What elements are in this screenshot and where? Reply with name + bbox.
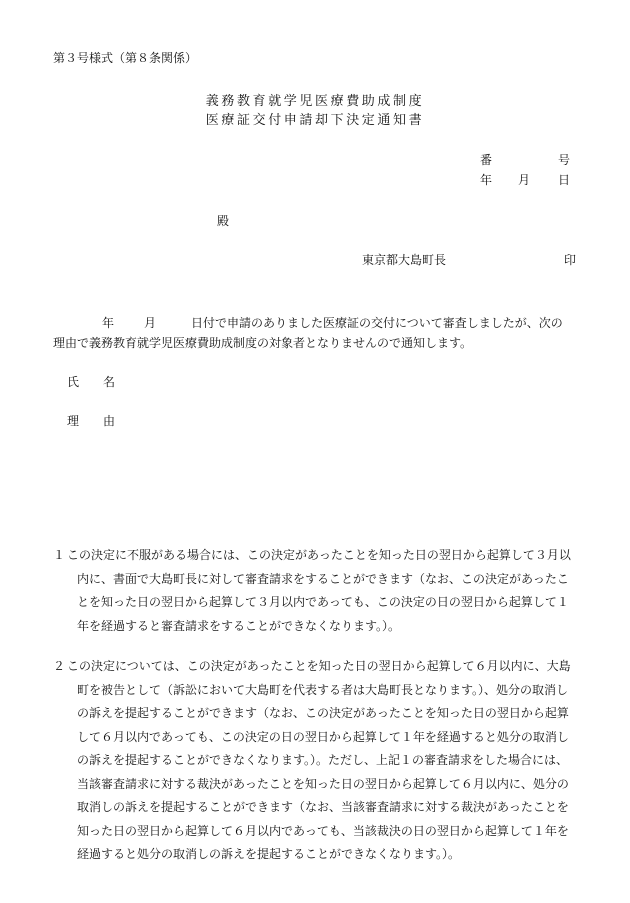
date-day-label: 日 <box>558 173 571 187</box>
note-text: この決定に不服がある場合には、この決定があったことを知った日の翌日から起算して３月以内に、書面で大島町長に対して審査請求をすることができます（なお、この決定があったことを知った日の翌日から起算して３月以内であっても、この決定の日の翌日から起算して１年を経過すると審査請求をすることができなくなります。）。 <box>67 548 571 633</box>
form-label: 第３号様式（第８条関係） <box>53 51 198 65</box>
notice-year-label: 年 <box>102 316 115 330</box>
reason-label-char-2: 由 <box>103 414 116 428</box>
note-number: １ <box>53 548 66 562</box>
document-title-line-1: 義務教育就学児医療費助成制度 <box>205 94 425 109</box>
notice-day-text: 日付で申請のありました医療証の交付について審査しましたが、次の <box>191 316 563 330</box>
reason-field-label <box>67 415 115 427</box>
number-suffix: 号 <box>558 153 571 167</box>
note-item-2 <box>53 655 579 867</box>
notice-month-label: 月 <box>144 316 157 330</box>
name-label-char-2: 名 <box>103 375 116 389</box>
notice-line-1 <box>53 313 583 333</box>
recipient-honorific: 殿 <box>217 214 230 228</box>
reason-label-char-1: 理 <box>67 414 80 428</box>
sender-name: 東京都大島町長 <box>362 253 447 267</box>
date-month-label: 月 <box>518 173 531 187</box>
notice-line-2: 理由で義務教育就学児医療費助成制度の対象者となりませんので通知します。 <box>53 336 473 350</box>
name-field-label <box>67 376 115 388</box>
name-label-char-1: 氏 <box>67 375 80 389</box>
date-year-label: 年 <box>480 173 493 187</box>
seal-mark: 印 <box>564 253 577 267</box>
note-number: ２ <box>53 659 66 673</box>
note-item-1 <box>53 544 579 638</box>
number-label: 番 <box>480 153 493 167</box>
note-text: この決定については、この決定があったことを知った日の翌日から起算して６月以内に、大島町を被告として（訴訟において大島町を代表する者は大島町長となります。）、処分の取消しの訴えを提起することができます（なお、この決定があったことを知った日の翌日から起算して６月以内であっても、この決定の日の翌日から起算して１年を経過すると処分の取消しの訴えを提起することができなくなります。）。ただし、上記１の審査請求をした場合には、当該審査請求に対する裁決があったことを知った日の翌日から起算して６月以内に、処分の取消しの訴えを提起することができます（なお、当該審査請求に対する裁決があったことを知った日の翌日から起算して６月以内であっても、当該裁決の日の翌日から起算して１年を経過すると処分の取消しの訴えを提起することができなくなります。）。 <box>67 659 571 861</box>
notice-body <box>53 313 583 353</box>
document-title-line-2: 医療証交付申請却下決定通知書 <box>205 113 425 128</box>
